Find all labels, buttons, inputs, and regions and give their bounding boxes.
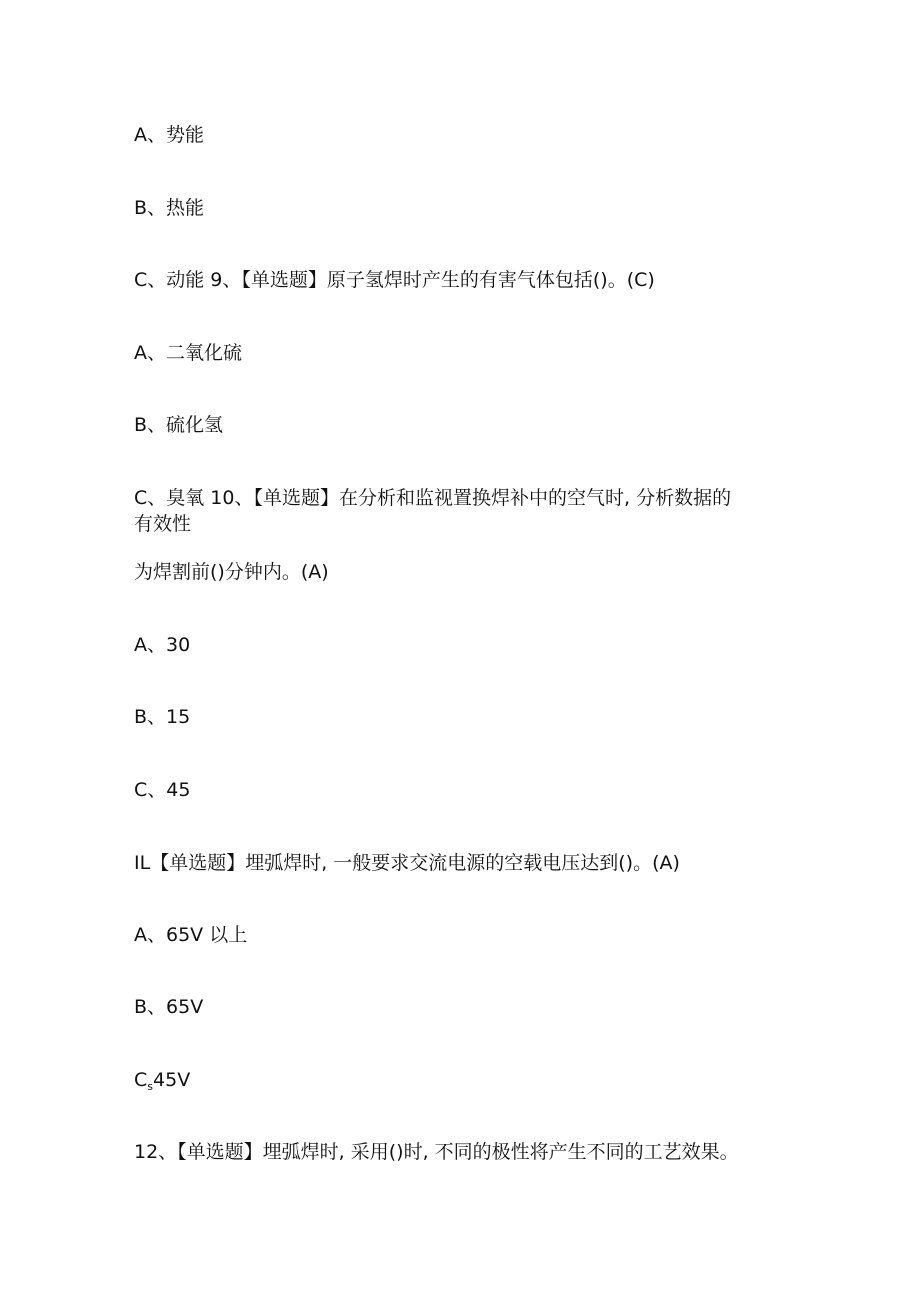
option-a-sulfur-dioxide: A、二氧化硫 xyxy=(134,342,242,364)
option-a-30: A、30 xyxy=(134,634,191,656)
option-c-subscript: s xyxy=(147,1080,154,1093)
option-b-15: B、15 xyxy=(134,706,191,728)
option-c-45v xyxy=(134,1068,190,1099)
option-b-65v: B、65V xyxy=(134,996,204,1018)
option-c-letter: C xyxy=(134,1069,148,1091)
option-a-potential-energy: A、势能 xyxy=(134,124,204,146)
option-b-thermal-energy: B、热能 xyxy=(134,197,205,219)
question-11-line: IL【单选题】埋弧焊时, 一般要求交流电源的空载电压达到()。(A) xyxy=(134,852,680,874)
question-10-line-3: 为焊割前()分钟内。(A) xyxy=(134,561,329,583)
option-c-45: C、45 xyxy=(134,779,191,801)
option-b-hydrogen-sulfide: B、硫化氢 xyxy=(134,414,224,436)
question-10-line-1: C、臭氧 10、【单选题】在分析和监视置换焊补中的空气时, 分析数据的 xyxy=(134,487,732,509)
option-a-65v-above: A、65V 以上 xyxy=(134,924,248,946)
question-10-line-2: 有效性 xyxy=(134,513,192,535)
question-12-line: 12、【单选题】埋弧焊时, 采用()时, 不同的极性将产生不同的工艺效果。 xyxy=(134,1141,739,1163)
question-9-line: C、动能 9、【单选题】原子氢焊时产生的有害气体包括()。(C) xyxy=(134,269,655,291)
option-c-value: 45V xyxy=(153,1069,191,1091)
